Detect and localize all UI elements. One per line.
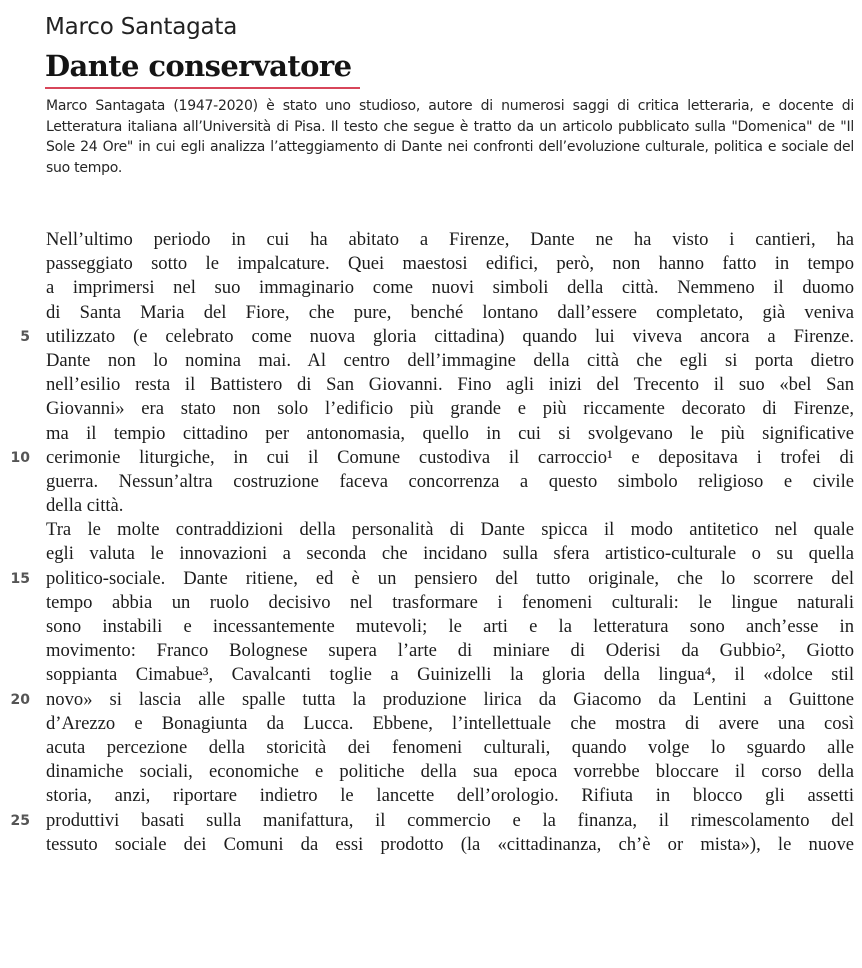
text-line: novo» si lascia alle spalle tutta la produzione lirica da Giacomo da Lentini a Guittone: [46, 688, 854, 710]
text-line: politico-sociale. Dante ritiene, ed è un pensiero del tutto originale, che lo scorrere del: [46, 567, 854, 589]
text-line: della città.: [46, 495, 124, 517]
author-name: Marco Santagata: [45, 14, 238, 40]
text-line: acuta percezione della storicità dei fenomeni culturali, quando volge lo sguardo alle: [46, 736, 854, 758]
text-line: sono instabili e incessantemente mutevoli; le arti e la letteratura sono anch’esse in: [46, 616, 854, 637]
text-line: tempo abbia un ruolo decisivo nel trasformare i fenomeni culturali: le lingue naturali: [46, 591, 854, 613]
text-line: storia, anzi, riportare indietro le lancette dell’orologio. Rifiuta in blocco gli assetti: [46, 785, 854, 807]
line-number: 15: [10, 570, 30, 587]
text-line: d’Arezzo e Bonagiunta da Lucca. Ebbene, l’intellettuale che mostra di avere una così: [46, 712, 854, 734]
intro-paragraph: Marco Santagata (1947-2020) è stato uno studioso, autore di numerosi saggi di critica letteraria, e docente di Letteratura italiana all’Università di Pisa. Il testo che segue è tratto da un articolo pubblicato sulla "Domenica" de "Il Sole 24 Ore" in cui egli analizza l’atteggiamento di Dante nei confronti dell’evoluzione culturale, politica e sociale del suo tempo.: [46, 98, 854, 176]
line-number: 5: [20, 328, 30, 345]
text-line: a imprimersi nel suo immaginario come nuovi simboli della città. Nemmeno il duomo: [46, 277, 854, 299]
text-line: Giovanni» era stato non solo l’edificio più grande e più riccamente decorato di Firenze,: [46, 398, 854, 420]
text-line: utilizzato (e celebrato come nuova gloria cittadina) quando lui viveva ancora a Firenze.: [46, 325, 854, 347]
article-title: Dante conservatore: [45, 49, 352, 83]
line-number: 20: [10, 691, 30, 708]
text-line-numbered: [10, 567, 854, 591]
title-underline: [45, 87, 360, 89]
text-line: Nell’ultimo periodo in cui ha abitato a Firenze, Dante ne ha visto i cantieri, ha: [46, 229, 854, 250]
text-line: tessuto sociale dei Comuni da essi prodotto (la «cittadinanza, ch’è or mista»), le nuove: [46, 833, 854, 855]
text-line: cerimonie liturgiche, in cui il Comune custodiva il carroccio¹ e depositava i trofei di: [46, 446, 854, 468]
text-line: soppianta Cimabue³, Cavalcanti toglie a Guinizelli la gloria della lingua⁴, il «dolce stil: [46, 664, 854, 686]
text-line: ma il tempio cittadino per antonomasia, quello in cui si svolgevano le più significative: [46, 422, 854, 444]
text-line: di Santa Maria del Fiore, che pure, benché lontano dall’essere completato, già veniva: [46, 301, 854, 323]
text-line-numbered: [10, 446, 854, 470]
text-line-numbered: [20, 325, 854, 349]
text-line: guerra. Nessun’altra costruzione faceva concorrenza a questo simbolo religioso e civile: [46, 470, 854, 492]
article-body: [10, 228, 854, 857]
line-number: 10: [10, 449, 30, 466]
text-line: egli valuta le innovazioni a seconda che incidano sulla sfera artistico-culturale o su quella: [46, 543, 854, 565]
text-line: nell’esilio resta il Battistero di San Giovanni. Fino agli inizi del Trecento il suo «bel San: [46, 374, 854, 396]
text-line: Dante non lo nomina mai. Al centro dell’immagine della città che egli si porta dietro: [46, 349, 854, 371]
text-line-numbered: [10, 688, 854, 712]
text-line: Tra le molte contraddizioni della personalità di Dante spicca il modo antitetico nel quale: [46, 519, 854, 541]
text-line: movimento: Franco Bolognese supera l’arte di miniare di Oderisi da Gubbio², Giotto: [46, 640, 854, 662]
text-line-numbered: [10, 809, 854, 833]
text-line: produttivi basati sulla manifattura, il commercio e la finanza, il rimescolamento del: [46, 809, 854, 831]
line-number: 25: [10, 812, 30, 829]
text-line: passeggiato sotto le impalcature. Quei maestosi edifici, però, non hanno fatto in tempo: [46, 253, 854, 275]
text-line: dinamiche sociali, economiche e politiche della sua epoca vorrebbe bloccare il corso della: [46, 761, 854, 783]
